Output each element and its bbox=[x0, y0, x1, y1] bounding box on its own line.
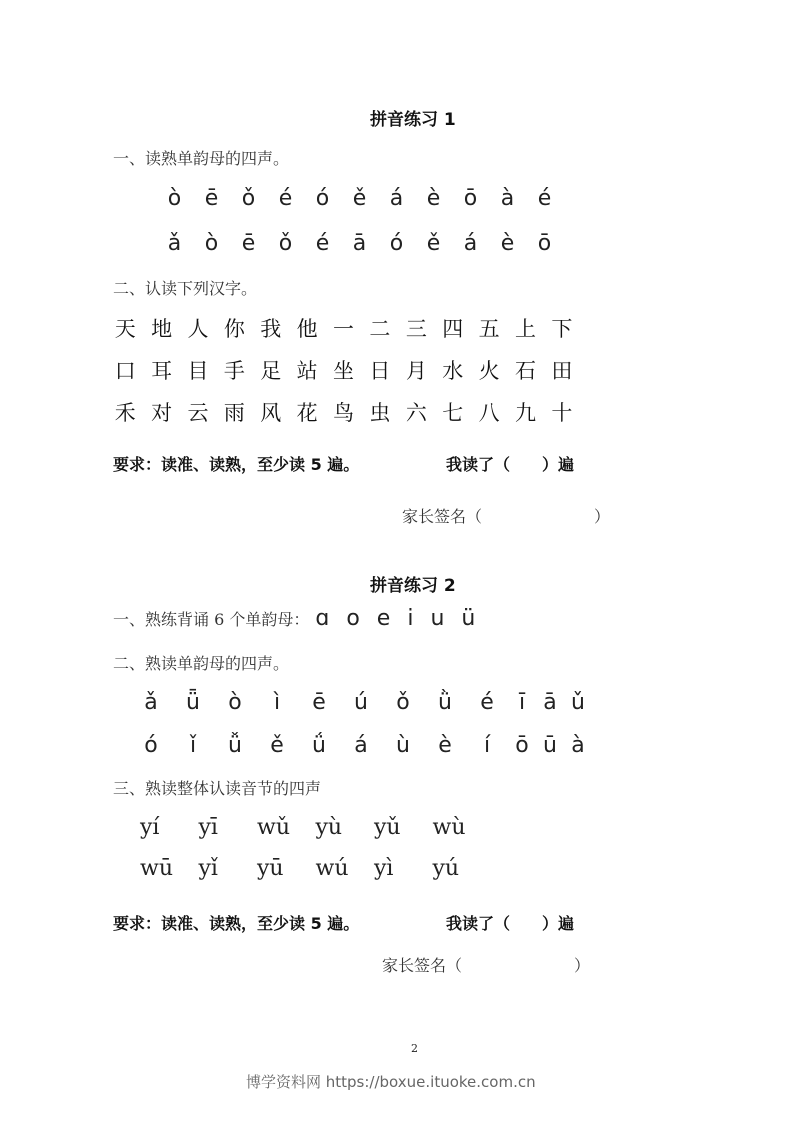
exercise2-section2-label: 二、熟读单韵母的四声。 bbox=[113, 654, 290, 673]
syllable-item: yū bbox=[257, 856, 284, 881]
pinyin-item: ò bbox=[228, 690, 242, 715]
pinyin-item: ǒ bbox=[241, 186, 256, 211]
syllable-item: yǔ bbox=[374, 815, 401, 840]
pinyin-item: ǎ bbox=[167, 231, 182, 256]
pinyin-item: ō bbox=[515, 733, 529, 758]
hanzi-row-2 bbox=[107, 355, 580, 385]
pinyin-item: ū bbox=[543, 733, 557, 758]
pinyin-item: à bbox=[571, 733, 585, 758]
pinyin-item: ó bbox=[144, 733, 158, 758]
exercise1-requirement: 要求：读准、读熟，至少读 5 遍。 bbox=[113, 455, 360, 474]
hanzi-item: 你 bbox=[223, 317, 245, 341]
hanzi-item: 人 bbox=[187, 317, 209, 341]
pinyin-item: ā bbox=[543, 690, 557, 715]
vowel-item: e bbox=[376, 606, 391, 631]
pinyin-item: ó bbox=[389, 231, 404, 256]
hanzi-item: 三 bbox=[405, 317, 427, 341]
exercise2-parent-signature: 家长签名（ ） bbox=[382, 956, 591, 975]
syllables-row2 bbox=[140, 856, 491, 881]
hanzi-item: 耳 bbox=[151, 359, 173, 383]
exercise2-title: 拼音练习 2 bbox=[370, 576, 456, 596]
hanzi-item: 十 bbox=[551, 401, 573, 425]
pinyin-item: ǒ bbox=[278, 231, 293, 256]
pinyin-item: ī bbox=[518, 690, 526, 715]
hanzi-item: 花 bbox=[296, 401, 318, 425]
footer-watermark: 博学资料网 https://boxue.ituoke.com.cn bbox=[246, 1073, 536, 1091]
exercise1-read-count: 我读了（ ）遍 bbox=[446, 455, 575, 474]
syllables-row1 bbox=[140, 815, 491, 840]
exercise2-section3-label: 三、熟读整体认读音节的四声 bbox=[113, 779, 322, 798]
pinyin-item: ǘ bbox=[312, 733, 326, 758]
hanzi-item: 手 bbox=[223, 359, 245, 383]
pinyin-item: á bbox=[354, 733, 368, 758]
exercise2-requirement: 要求：读准、读熟，至少读 5 遍。 bbox=[113, 914, 360, 933]
exercise1-section1-label: 一、读熟单韵母的四声。 bbox=[113, 149, 290, 168]
exercise2-read-count: 我读了（ ）遍 bbox=[446, 914, 575, 933]
hanzi-item: 上 bbox=[514, 317, 536, 341]
pinyin-item: ò bbox=[204, 231, 219, 256]
hanzi-item: 九 bbox=[514, 401, 536, 425]
hanzi-row-3 bbox=[107, 397, 580, 427]
pinyin-item: ē bbox=[312, 690, 326, 715]
hanzi-item: 坐 bbox=[333, 359, 355, 383]
hanzi-item: 对 bbox=[151, 401, 173, 425]
hanzi-item: 地 bbox=[151, 317, 173, 341]
exercise1-tones-row2 bbox=[156, 231, 563, 256]
pinyin-item: ǚ bbox=[228, 733, 242, 758]
hanzi-item: 四 bbox=[442, 317, 464, 341]
pinyin-item: ú bbox=[354, 690, 368, 715]
vowel-item: u bbox=[430, 606, 445, 631]
exercise2-section1 bbox=[113, 606, 485, 631]
vowel-item: o bbox=[346, 606, 360, 631]
hanzi-item: 口 bbox=[114, 359, 136, 383]
syllable-item: yù bbox=[315, 815, 343, 840]
hanzi-item: 云 bbox=[187, 401, 209, 425]
pinyin-item: é bbox=[480, 690, 494, 715]
pinyin-item: ó bbox=[315, 186, 330, 211]
pinyin-item: è bbox=[426, 186, 441, 211]
hanzi-item: 日 bbox=[369, 359, 391, 383]
exercise2-section1-label: 一、熟练背诵 6 个单韵母： bbox=[113, 610, 310, 629]
pinyin-item: á bbox=[389, 186, 404, 211]
hanzi-item: 月 bbox=[405, 359, 427, 383]
hanzi-item: 水 bbox=[442, 359, 464, 383]
hanzi-item: 鸟 bbox=[333, 401, 355, 425]
pinyin-item: ā bbox=[352, 231, 367, 256]
pinyin-item: é bbox=[315, 231, 330, 256]
hanzi-item: 风 bbox=[260, 401, 282, 425]
hanzi-item: 他 bbox=[296, 317, 318, 341]
syllable-item: wū bbox=[140, 856, 173, 881]
pinyin-item: è bbox=[438, 733, 452, 758]
hanzi-item: 二 bbox=[369, 317, 391, 341]
pinyin-item: ě bbox=[352, 186, 367, 211]
hanzi-item: 一 bbox=[333, 317, 355, 341]
pinyin-item: ǎ bbox=[144, 690, 158, 715]
hanzi-item: 五 bbox=[478, 317, 500, 341]
hanzi-item: 八 bbox=[478, 401, 500, 425]
hanzi-item: 天 bbox=[114, 317, 136, 341]
vowel-item: ü bbox=[461, 606, 476, 631]
hanzi-item: 我 bbox=[260, 317, 282, 341]
page-number: 2 bbox=[411, 1042, 418, 1055]
syllable-item: wú bbox=[315, 856, 349, 881]
syllable-item: wù bbox=[432, 815, 466, 840]
exercise1-section2-label: 二、认读下列汉字。 bbox=[113, 279, 258, 298]
hanzi-item: 禾 bbox=[114, 401, 136, 425]
pinyin-item: à bbox=[500, 186, 515, 211]
pinyin-item: ù bbox=[396, 733, 410, 758]
exercise2-tones-row2 bbox=[130, 733, 592, 758]
syllable-item: yī bbox=[198, 815, 218, 840]
vowel-item: ɑ bbox=[315, 606, 330, 631]
hanzi-row-1 bbox=[107, 313, 580, 343]
pinyin-item: ǐ bbox=[189, 733, 197, 758]
pinyin-item: ò bbox=[167, 186, 182, 211]
hanzi-item: 下 bbox=[551, 317, 573, 341]
single-vowels bbox=[315, 606, 485, 631]
hanzi-item: 目 bbox=[187, 359, 209, 383]
hanzi-item: 石 bbox=[514, 359, 536, 383]
hanzi-item: 火 bbox=[478, 359, 500, 383]
exercise2-tones-row1 bbox=[130, 690, 592, 715]
hanzi-item: 七 bbox=[442, 401, 464, 425]
pinyin-item: ō bbox=[537, 231, 552, 256]
pinyin-item: ē bbox=[241, 231, 256, 256]
exercise1-title: 拼音练习 1 bbox=[370, 110, 456, 130]
pinyin-item: ō bbox=[463, 186, 478, 211]
hanzi-item: 足 bbox=[260, 359, 282, 383]
pinyin-item: è bbox=[500, 231, 515, 256]
syllable-item: yì bbox=[374, 856, 394, 881]
pinyin-item: ǒ bbox=[396, 690, 410, 715]
syllable-item: yí bbox=[140, 815, 160, 840]
pinyin-item: ē bbox=[204, 186, 219, 211]
pinyin-item: ǔ bbox=[571, 690, 585, 715]
pinyin-item: é bbox=[278, 186, 293, 211]
hanzi-item: 虫 bbox=[369, 401, 391, 425]
pinyin-item: ǜ bbox=[438, 690, 452, 715]
exercise1-tones-row1 bbox=[156, 186, 563, 211]
pinyin-item: ǖ bbox=[186, 690, 200, 715]
pinyin-item: ì bbox=[273, 690, 281, 715]
pinyin-item: é bbox=[537, 186, 552, 211]
exercise1-parent-signature: 家长签名（ ） bbox=[402, 507, 611, 526]
pinyin-item: ě bbox=[426, 231, 441, 256]
hanzi-item: 雨 bbox=[223, 401, 245, 425]
pinyin-item: ě bbox=[270, 733, 284, 758]
syllable-item: yǐ bbox=[198, 856, 218, 881]
syllable-item: yú bbox=[432, 856, 460, 881]
hanzi-item: 田 bbox=[551, 359, 573, 383]
pinyin-item: á bbox=[463, 231, 478, 256]
hanzi-item: 站 bbox=[296, 359, 318, 383]
syllable-item: wǔ bbox=[257, 815, 290, 840]
hanzi-item: 六 bbox=[405, 401, 427, 425]
vowel-item: i bbox=[407, 606, 414, 631]
pinyin-item: í bbox=[483, 733, 491, 758]
